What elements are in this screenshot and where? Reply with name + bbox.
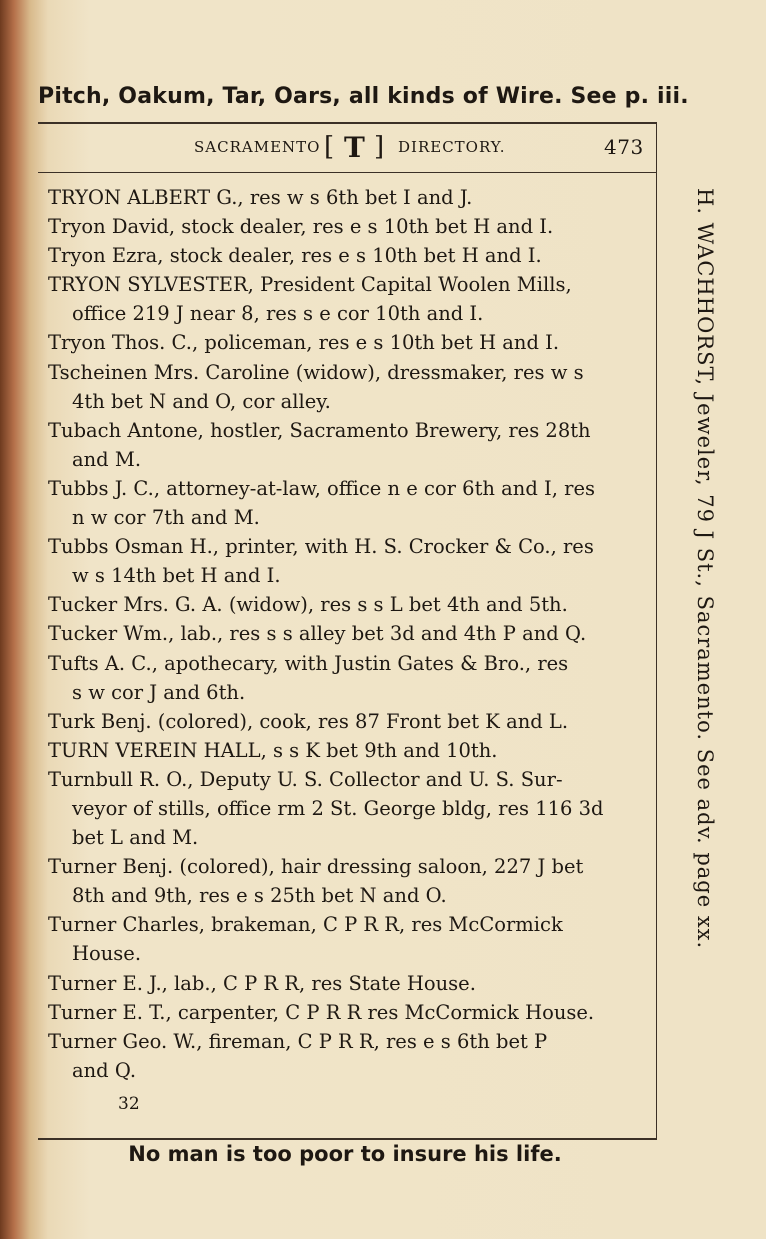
directory-entry [48, 707, 648, 736]
entry-line: Tubach Antone, hostler, Sacramento Brewery, res 28th [48, 418, 591, 442]
entry-line: Turner Geo. W., fireman, C P R R, res e s 6th bet P [48, 1029, 548, 1053]
entry-line: TRYON SYLVESTER, President Capital Woolen Mills, [48, 273, 572, 297]
header-city: SACRAMENTO [194, 138, 321, 156]
entry-continuation: veyor of stills, office rm 2 St. George bldg, res 116 3d [72, 796, 604, 820]
entry-line: Turner Benj. (colored), hair dressing saloon, 227 J bet [48, 855, 584, 879]
directory-entry [48, 619, 648, 648]
header-bracket-left: [ [324, 132, 336, 162]
directory-entry [48, 532, 648, 590]
directory-entry [48, 910, 648, 968]
entry-line: Turner E. J., lab., C P R R, res State House. [48, 971, 476, 995]
entry-line: Tucker Wm., lab., res s s alley bet 3d and 4th P and Q. [48, 622, 587, 646]
entry-line: TURN VEREIN HALL, s s K bet 9th and 10th. [48, 738, 498, 762]
running-header [38, 132, 650, 164]
entry-continuation: bet L and M. [72, 826, 199, 850]
entry-line: Turnbull R. O., Deputy U. S. Collector and U. S. Sur- [48, 767, 563, 791]
entry-line: Turner Charles, brakeman, C P R R, res McCormick [48, 913, 563, 937]
directory-entry [48, 1027, 648, 1085]
entry-continuation: 4th bet N and O, cor alley. [72, 389, 331, 413]
directory-entry [48, 736, 648, 765]
top-advertisement: Pitch, Oakum, Tar, Oars, all kinds of Wire. See p. iii. [38, 84, 689, 109]
entry-line: Tubbs J. C., attorney-at-law, office n e cor 6th and I, res [48, 476, 596, 500]
directory-entry [48, 241, 648, 270]
entry-line: Tryon Thos. C., policeman, res e s 10th bet H and I. [48, 331, 560, 355]
entry-line: TRYON ALBERT G., res w s 6th bet I and J. [48, 186, 473, 209]
side-advertisement: H. WACHHORST, Jeweler, 79 J St., Sacramento. See adv. page xx. [693, 188, 717, 950]
entry-line: Tscheinen Mrs. Caroline (widow), dressmaker, res w s [48, 360, 584, 384]
entry-line: Turk Benj. (colored), cook, res 87 Front bet K and L. [48, 709, 569, 733]
entry-line: Tucker Mrs. G. A. (widow), res s s L bet 4th and 5th. [48, 593, 568, 617]
signature-mark: 32 [118, 1094, 140, 1114]
directory-entry [48, 649, 648, 707]
directory-entry [48, 969, 648, 998]
entry-continuation: 8th and 9th, res e s 25th bet N and O. [72, 884, 447, 908]
entry-continuation: and M. [72, 447, 142, 471]
directory-entry [48, 328, 648, 357]
entry-continuation: office 219 J near 8, res s e cor 10th and I. [72, 302, 484, 326]
entry-line: Tryon Ezra, stock dealer, res e s 10th bet H and I. [48, 244, 542, 268]
entry-continuation: n w cor 7th and M. [72, 506, 260, 530]
entry-continuation: w s 14th bet H and I. [72, 564, 281, 588]
directory-entry [48, 358, 648, 416]
entry-continuation: and Q. [72, 1058, 137, 1082]
directory-entries [48, 183, 648, 1085]
directory-entry [48, 765, 648, 852]
directory-entry [48, 590, 648, 619]
directory-entry [48, 183, 648, 212]
entry-line: Turner E. T., carpenter, C P R R res McCormick House. [48, 1000, 595, 1024]
page-number: 473 [604, 135, 644, 159]
entry-line: Tryon David, stock dealer, res e s 10th bet H and I. [48, 215, 554, 239]
header-directory: DIRECTORY. [398, 138, 506, 156]
header-rule [38, 172, 656, 173]
header-letter: T [344, 131, 366, 164]
entry-line: Tubbs Osman H., printer, with H. S. Crocker & Co., res [48, 535, 594, 559]
entry-continuation: House. [72, 942, 142, 966]
directory-entry [48, 852, 648, 910]
bottom-advertisement: No man is too poor to insure his life. [128, 1142, 562, 1166]
directory-entry [48, 474, 648, 532]
header-bracket-right: ] [374, 132, 386, 162]
entry-continuation: s w cor J and 6th. [72, 680, 246, 704]
directory-entry [48, 998, 648, 1027]
entry-line: Tufts A. C., apothecary, with Justin Gates & Bro., res [48, 651, 569, 675]
directory-entry [48, 416, 648, 474]
directory-entry [48, 270, 648, 328]
directory-entry [48, 212, 648, 241]
